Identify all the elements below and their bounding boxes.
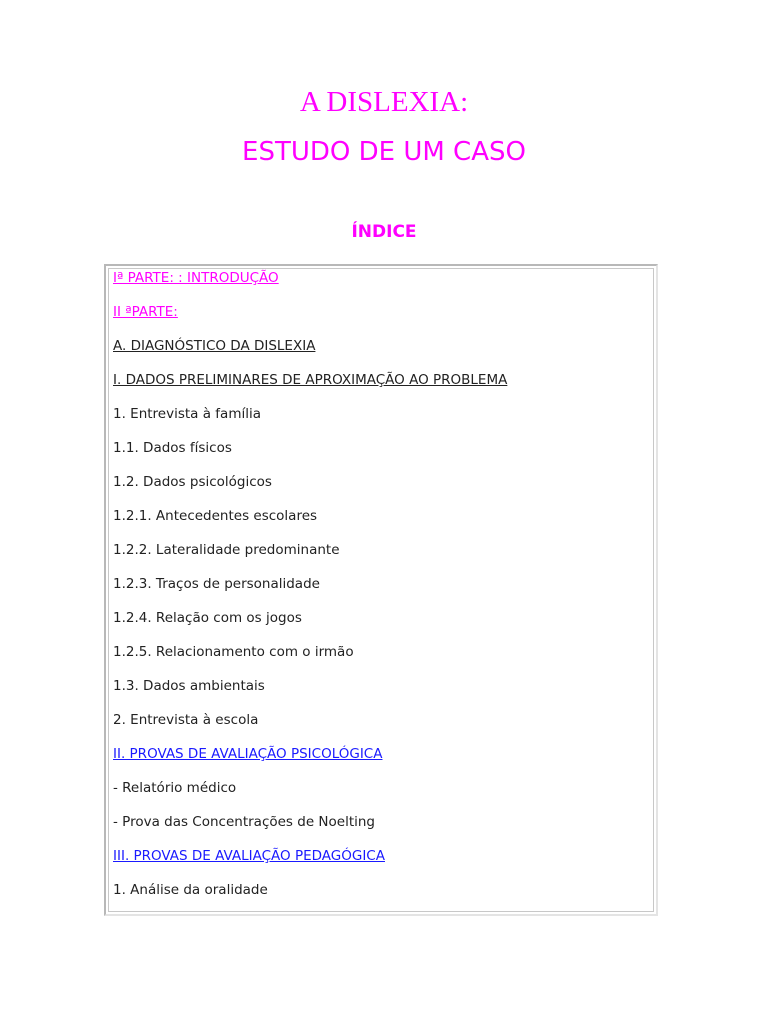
toc-item: 1.2.5. Relacionamento com o irmão	[113, 644, 354, 660]
index-heading: ÍNDICE	[351, 222, 417, 242]
table-of-contents-inner	[108, 268, 654, 912]
toc-item: 1.2.1. Antecedentes escolares	[113, 508, 318, 524]
toc-link-provas-pedagogica[interactable]: III. PROVAS DE AVALIAÇÃO PEDAGÓGICA	[113, 848, 385, 864]
document-title: A DISLEXIA:	[299, 86, 469, 118]
toc-item: 1. Entrevista à família	[113, 406, 262, 422]
toc-item: - Relatório médico	[113, 780, 237, 796]
toc-link-part-1-introduction[interactable]: Iª PARTE: : INTRODUÇÃO	[113, 270, 279, 286]
toc-item: 1. Análise da oralidade	[113, 882, 268, 898]
toc-item: - Prova das Concentrações de Noelting	[113, 814, 376, 830]
toc-link-provas-psicologica[interactable]: II. PROVAS DE AVALIAÇÃO PSICOLÓGICA	[113, 746, 383, 762]
toc-link-part-2[interactable]: II ªPARTE:	[113, 304, 178, 320]
toc-item: 1.2.3. Traços de personalidade	[113, 576, 320, 592]
toc-item-diagnostico: A. DIAGNÓSTICO DA DISLEXIA	[113, 338, 316, 354]
toc-item: 2. Entrevista à escola	[113, 712, 259, 728]
toc-item: 1.1. Dados físicos	[113, 440, 232, 456]
toc-item: 1.2.2. Lateralidade predominante	[113, 542, 340, 558]
toc-item: 1.3. Dados ambientais	[113, 678, 265, 694]
toc-item-dados-preliminares: I. DADOS PRELIMINARES DE APROXIMAÇÃO AO PROBLEMA	[113, 372, 508, 388]
document-subtitle: ESTUDO DE UM CASO	[242, 137, 526, 167]
toc-item: 1.2. Dados psicológicos	[113, 474, 272, 490]
toc-item: 1.2.4. Relação com os jogos	[113, 610, 302, 626]
table-of-contents	[104, 264, 658, 916]
